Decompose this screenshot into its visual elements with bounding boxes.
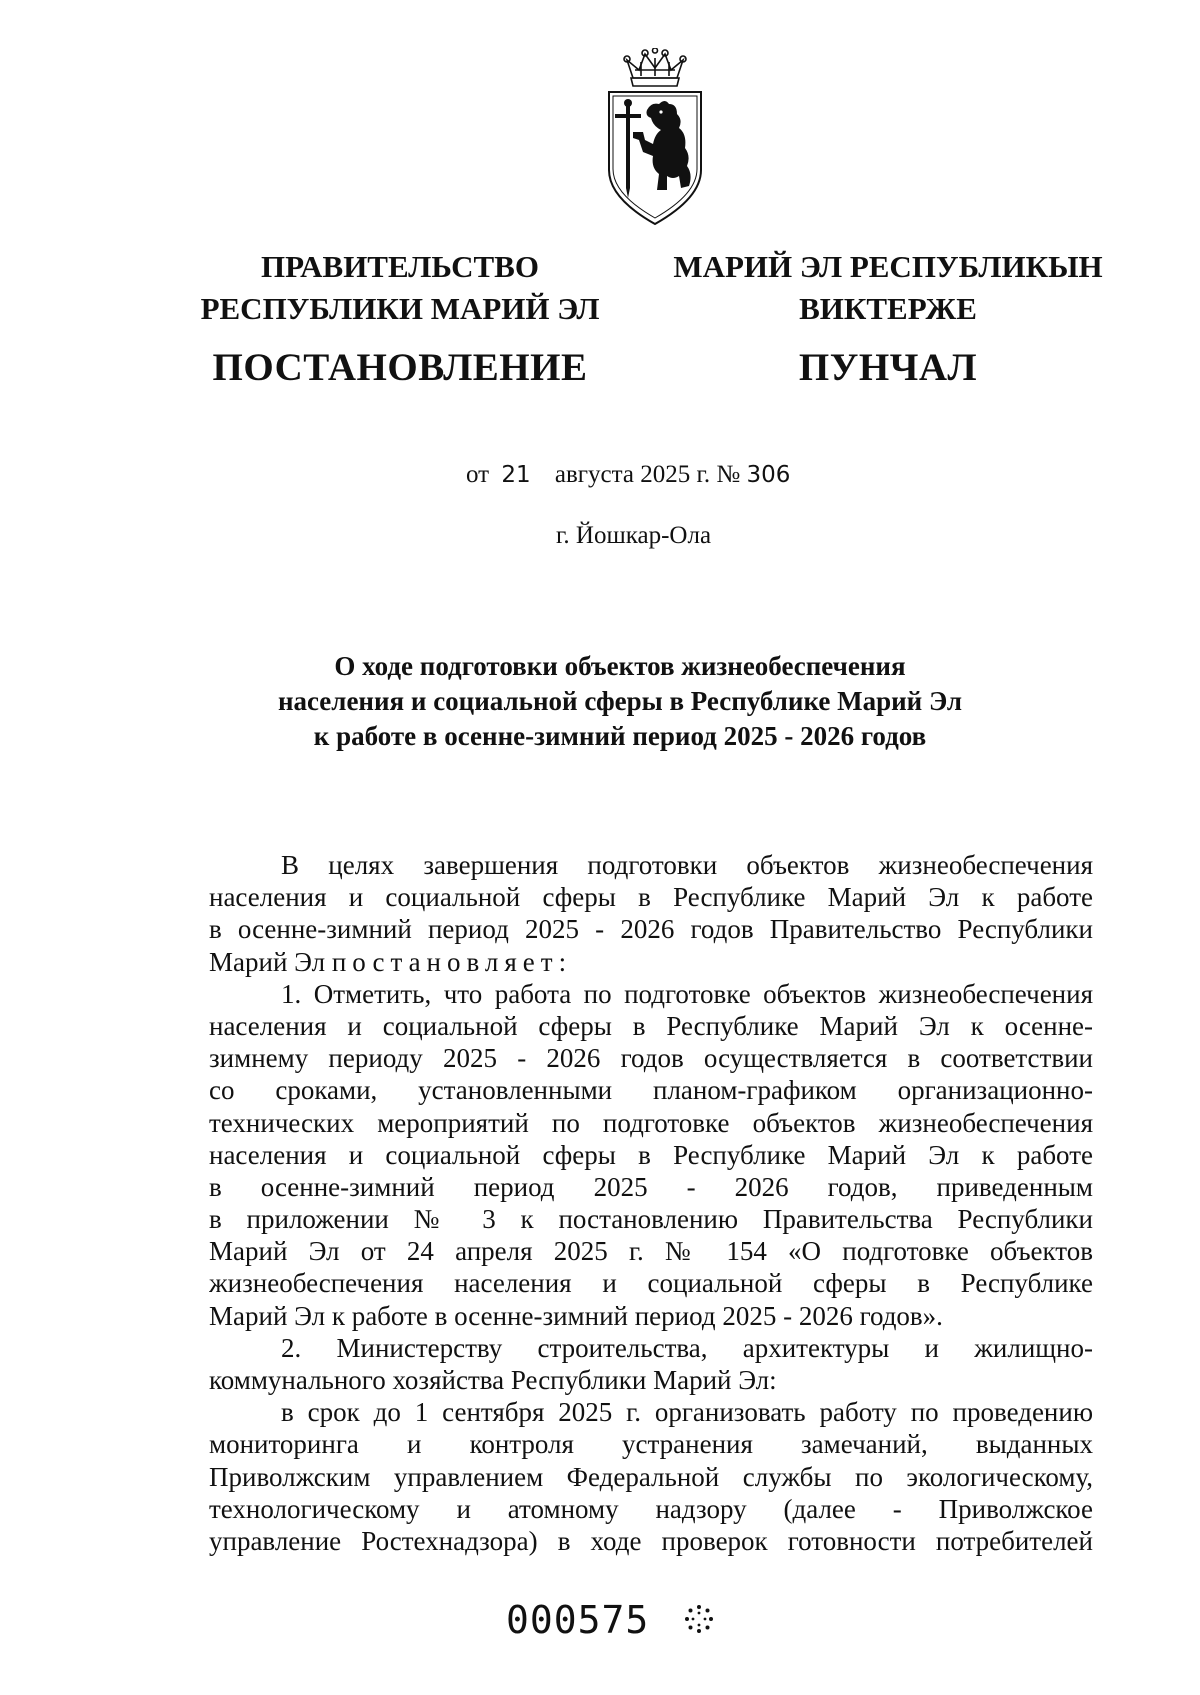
- document-body: [209, 849, 1093, 1557]
- body-line: в срок до 1 сентября 2025 г. организовать работу по проведению: [281, 1397, 1093, 1428]
- title-line: О ходе подготовки объектов жизнеобеспечения: [334, 651, 906, 681]
- decree-verb: постановляет:: [331, 946, 573, 977]
- body-line: управление Ростехнадзора) в ходе проверок готовности потребителей: [209, 1525, 1093, 1556]
- date-month-year: августа 2025 г. №: [554, 461, 741, 488]
- doc-type-mari: ПУНЧАЛ: [798, 346, 978, 389]
- body-line: Марий Эл к работе в осенне-зимний период 2025 - 2026 годов».: [209, 1300, 943, 1331]
- document-title: [230, 649, 1010, 754]
- body-line: технологическому и атомному надзору (далее - Приволжское: [209, 1493, 1093, 1524]
- body-line: Марий Эл от 24 апреля 2025 г. № 154 «О подготовке объектов: [209, 1236, 1093, 1267]
- org-name-russian-line2: РЕСПУБЛИКИ МАРИЙ ЭЛ: [200, 291, 600, 326]
- body-line: населения и социальной сферы в Республике Марий Эл к работе: [209, 882, 1093, 913]
- title-line: населения и социальной сферы в Республике Марий Эл: [277, 686, 963, 716]
- body-line: 1. Отметить, что работа по подготовке объектов жизнеобеспечения: [281, 978, 1093, 1009]
- body-line: со сроками, установленными планом-графиком организационно-: [209, 1075, 1093, 1106]
- title-line: к работе в осенне-зимний период 2025 - 2026 годов: [313, 721, 927, 751]
- header-left: [200, 246, 600, 392]
- document-number: 306: [746, 462, 791, 488]
- asterisk-stamp-icon: [683, 1603, 715, 1635]
- body-line: населения и социальной сферы в Республике Марий Эл к осенне-: [209, 1010, 1093, 1041]
- date-prefix: от: [466, 461, 490, 488]
- body-line: в осенне-зимний период 2025 - 2026 годов Правительство Республики: [209, 914, 1093, 945]
- org-name-mari-line2: ВИКТЕРЖЕ: [799, 291, 977, 326]
- body-line: технических мероприятий по подготовке объектов жизнеобеспечения: [209, 1107, 1093, 1138]
- body-line: населения и социальной сферы в Республике Марий Эл к работе: [209, 1139, 1093, 1170]
- body-line: в осенне-зимний период 2025 - 2026 годов, приведенным: [209, 1171, 1093, 1202]
- org-name-russian-line1: ПРАВИТЕЛЬСТВО: [261, 249, 539, 284]
- body-line: мониторинга и контроля устранения замечаний, выданных: [209, 1429, 1093, 1460]
- body-line: Марий Эл постановляет:: [209, 946, 573, 977]
- date-day: 21: [501, 462, 531, 488]
- doc-type-russian: ПОСТАНОВЛЕНИЕ: [212, 346, 588, 389]
- date-line: [466, 461, 790, 489]
- body-line: зимнему периоду 2025 - 2026 годов осуществляется в соответствии: [209, 1043, 1093, 1074]
- body-line: Приволжским управлением Федеральной службы по экологическому,: [209, 1461, 1093, 1492]
- header-right: [668, 246, 1108, 392]
- body-line: 2. Министерству строительства, архитектуры и жилищно-: [281, 1332, 1093, 1363]
- body-line: коммунального хозяйства Республики Марий Эл:: [209, 1365, 777, 1395]
- coat-of-arms-icon: [595, 48, 715, 228]
- body-line: жизнеобеспечения населения и социальной сферы в Республике: [209, 1268, 1093, 1299]
- page-number: 000575: [506, 1598, 650, 1642]
- city: г. Йошкар-Ола: [556, 522, 712, 549]
- body-line: в приложении № 3 к постановлению Правительства Республики: [209, 1204, 1093, 1235]
- org-name-mari-line1: МАРИЙ ЭЛ РЕСПУБЛИКЫН: [673, 249, 1103, 284]
- body-line: В целях завершения подготовки объектов жизнеобеспечения: [281, 850, 1093, 880]
